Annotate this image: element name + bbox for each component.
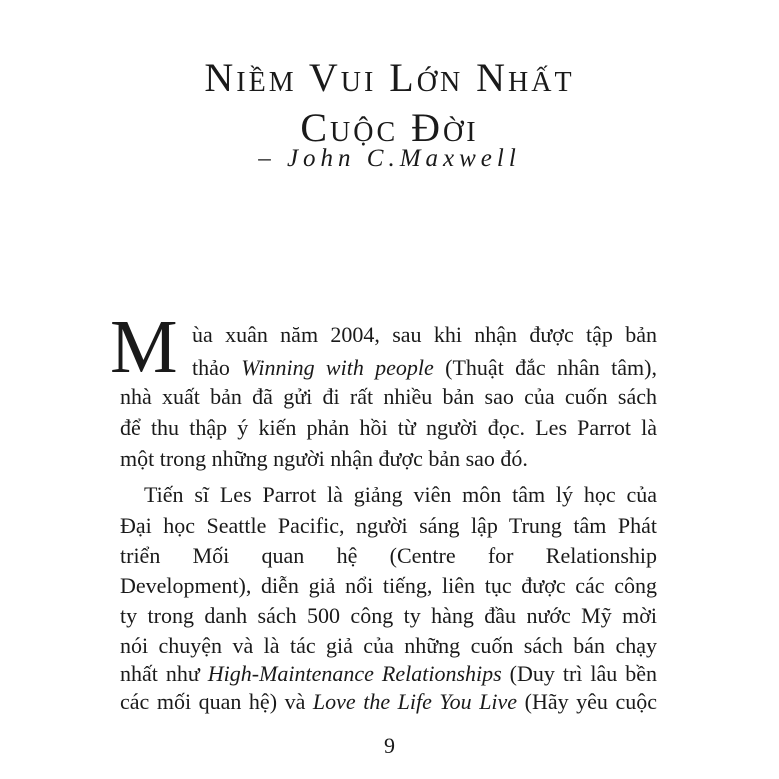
text-line (120, 633, 657, 659)
book-title: Winning with people (241, 355, 434, 380)
text-segment: (Duy trì lâu bền (501, 661, 657, 686)
chapter-title-line-1: Niềm Vui Lớn Nhất (204, 55, 575, 100)
text-segment: (Hãy yêu cuộc (517, 689, 658, 714)
text-line (120, 543, 657, 569)
text-line (120, 415, 657, 441)
text-segment: ùa xuân năm 2004, sau khi nhận được tập bản (192, 322, 657, 347)
text-segment: Tiến sĩ Les Parrot là giảng viên môn tâm lý học của (144, 482, 657, 507)
text-segment: (Thuật đắc nhân tâm), (433, 355, 657, 380)
text-line (120, 446, 657, 472)
chapter-title-line-2: Cuộc Đời (300, 105, 479, 150)
text-segment: các mối quan hệ) và (120, 689, 313, 714)
book-title: High-Maintenance Relationships (207, 661, 502, 686)
text-line (120, 384, 657, 410)
text-line (120, 513, 657, 539)
drop-cap: M (110, 305, 178, 389)
text-line (120, 661, 657, 687)
text-line (192, 322, 657, 348)
text-line (120, 689, 657, 715)
book-title: Love the Life You Live (312, 689, 518, 714)
text-segment: nhất như (120, 661, 208, 686)
text-segment: triển Mối quan hệ (Centre for Relationship (120, 543, 657, 568)
chapter-author: – John C.Maxwell (258, 145, 521, 172)
text-segment: Đại học Seattle Pacific, người sáng lập Trung tâm Phát (120, 513, 657, 538)
text-segment: nói chuyện và là tác giả của những cuốn sách bán chạy (120, 633, 657, 658)
text-line (120, 603, 657, 629)
page-number: 9 (384, 733, 395, 758)
text-segment: ty trong danh sách 500 công ty hàng đầu nước Mỹ mời (120, 603, 657, 628)
text-segment: thảo (192, 355, 242, 380)
text-line (144, 482, 657, 508)
text-segment: Development), diễn giả nổi tiếng, liên tục được các công (120, 573, 657, 598)
text-line (120, 573, 657, 599)
text-line (192, 355, 657, 381)
text-segment: để thu thập ý kiến phản hồi từ người đọc. Les Parrot là (120, 415, 657, 440)
text-segment: nhà xuất bản đã gửi đi rất nhiều bản sao của cuốn sách (120, 384, 657, 409)
text-segment: một trong những người nhận được bản sao đó. (120, 446, 528, 471)
